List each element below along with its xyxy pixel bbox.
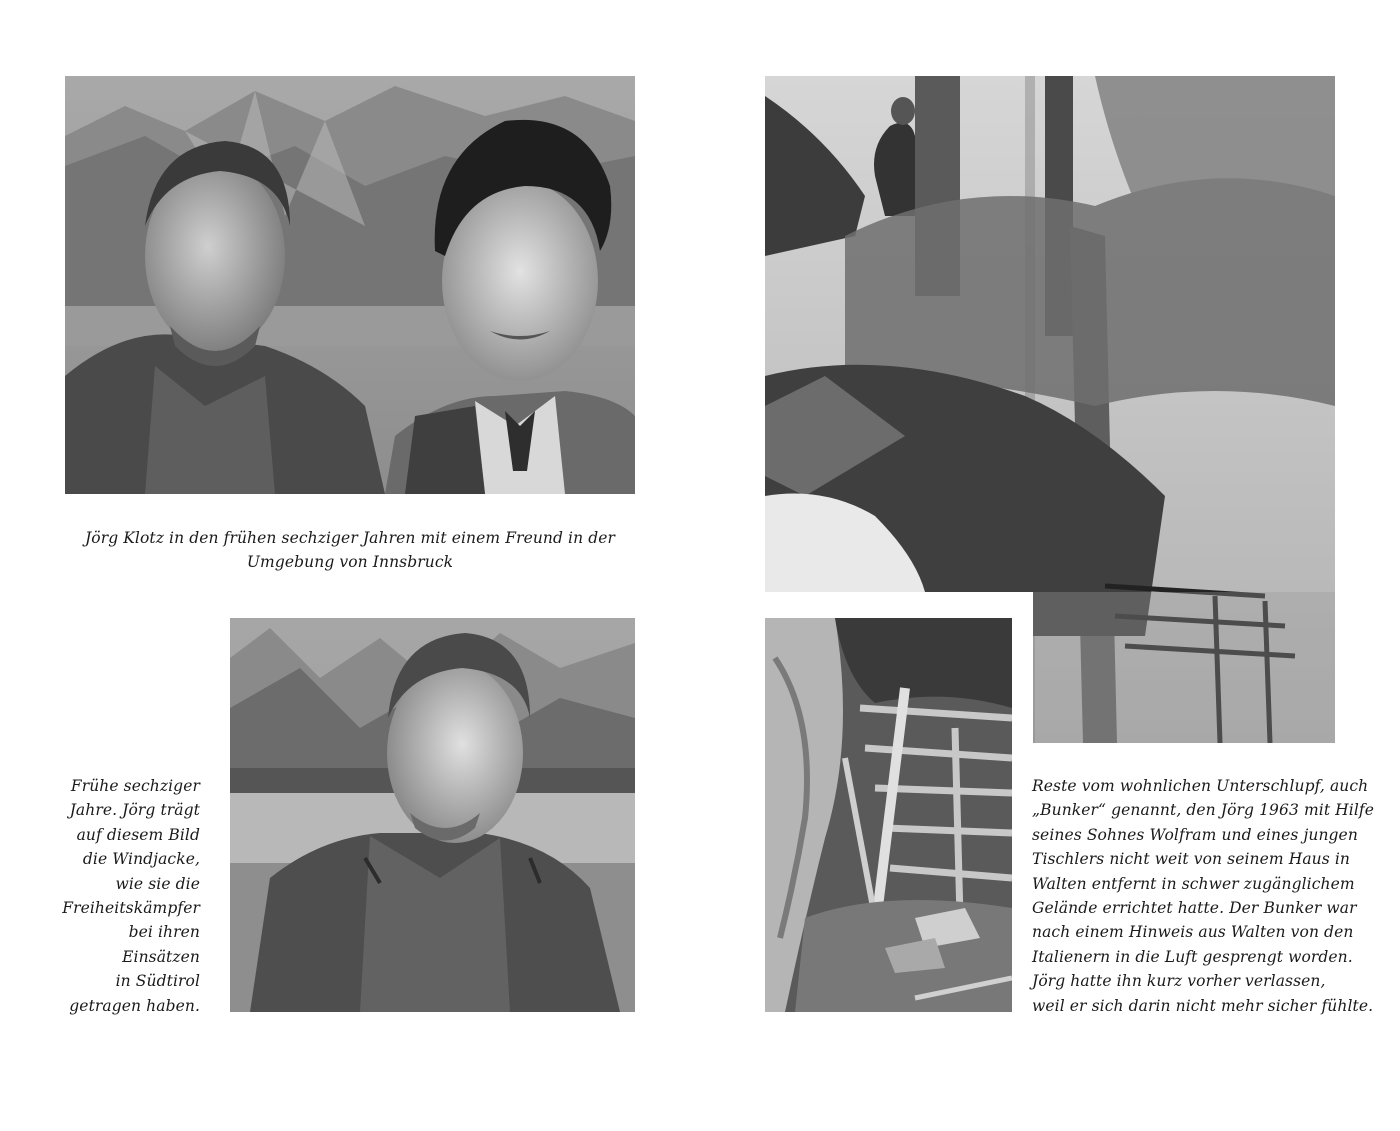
caption-windjacke bbox=[40, 774, 200, 1018]
caption-line: nach einem Hinweis aus Walten von den bbox=[1032, 923, 1354, 942]
caption-line: Tischlers nicht weit von seinem Haus in bbox=[1032, 850, 1350, 869]
caption-line: getragen haben. bbox=[69, 996, 200, 1015]
photo-bunker-ruin bbox=[765, 618, 1012, 1012]
caption-bunker bbox=[1032, 774, 1375, 1018]
photo-two-men bbox=[65, 76, 635, 494]
caption-line: weil er sich darin nicht mehr sicher fühlte. bbox=[1032, 996, 1374, 1015]
caption-line: in Südtirol bbox=[115, 972, 200, 991]
photo-two-men-image bbox=[65, 76, 635, 494]
photo-bunker-image bbox=[765, 618, 1012, 1012]
caption-line: Jahre. Jörg trägt bbox=[69, 801, 200, 820]
caption-line: wie sie die bbox=[115, 874, 200, 893]
caption-line: Umgebung von Innsbruck bbox=[246, 553, 454, 572]
caption-line: Gelände errichtet hatte. Der Bunker war bbox=[1032, 899, 1357, 918]
photo-portrait-image bbox=[230, 618, 635, 1012]
caption-line: Jörg hatte ihn kurz vorher verlassen, bbox=[1032, 972, 1326, 991]
caption-line: seines Sohnes Wolfram und eines jungen bbox=[1032, 825, 1358, 844]
photo-portrait-windjacke bbox=[230, 618, 635, 1012]
caption-line: Frühe sechziger bbox=[70, 777, 200, 795]
caption-line: auf diesem Bild bbox=[76, 825, 200, 844]
caption-line: „Bunker“ genannt, den Jörg 1963 mit Hilfe bbox=[1032, 801, 1375, 820]
caption-line: Freiheitskämpfer bbox=[62, 899, 200, 918]
caption-klotz-with-friend bbox=[65, 526, 635, 575]
caption-line: Einsätzen bbox=[122, 947, 200, 966]
caption-line: bei ihren bbox=[128, 923, 200, 942]
caption-line: Italienern in die Luft gesprengt worden. bbox=[1032, 947, 1353, 966]
caption-line: Jörg Klotz in den frühen sechziger Jahren mit einem Freund in der bbox=[84, 529, 616, 547]
caption-line: Walten entfernt in schwer zugänglichem bbox=[1032, 874, 1355, 893]
caption-line: die Windjacke, bbox=[82, 850, 200, 869]
caption-line: Reste vom wohnlichen Unterschlupf, auch bbox=[1032, 777, 1369, 795]
